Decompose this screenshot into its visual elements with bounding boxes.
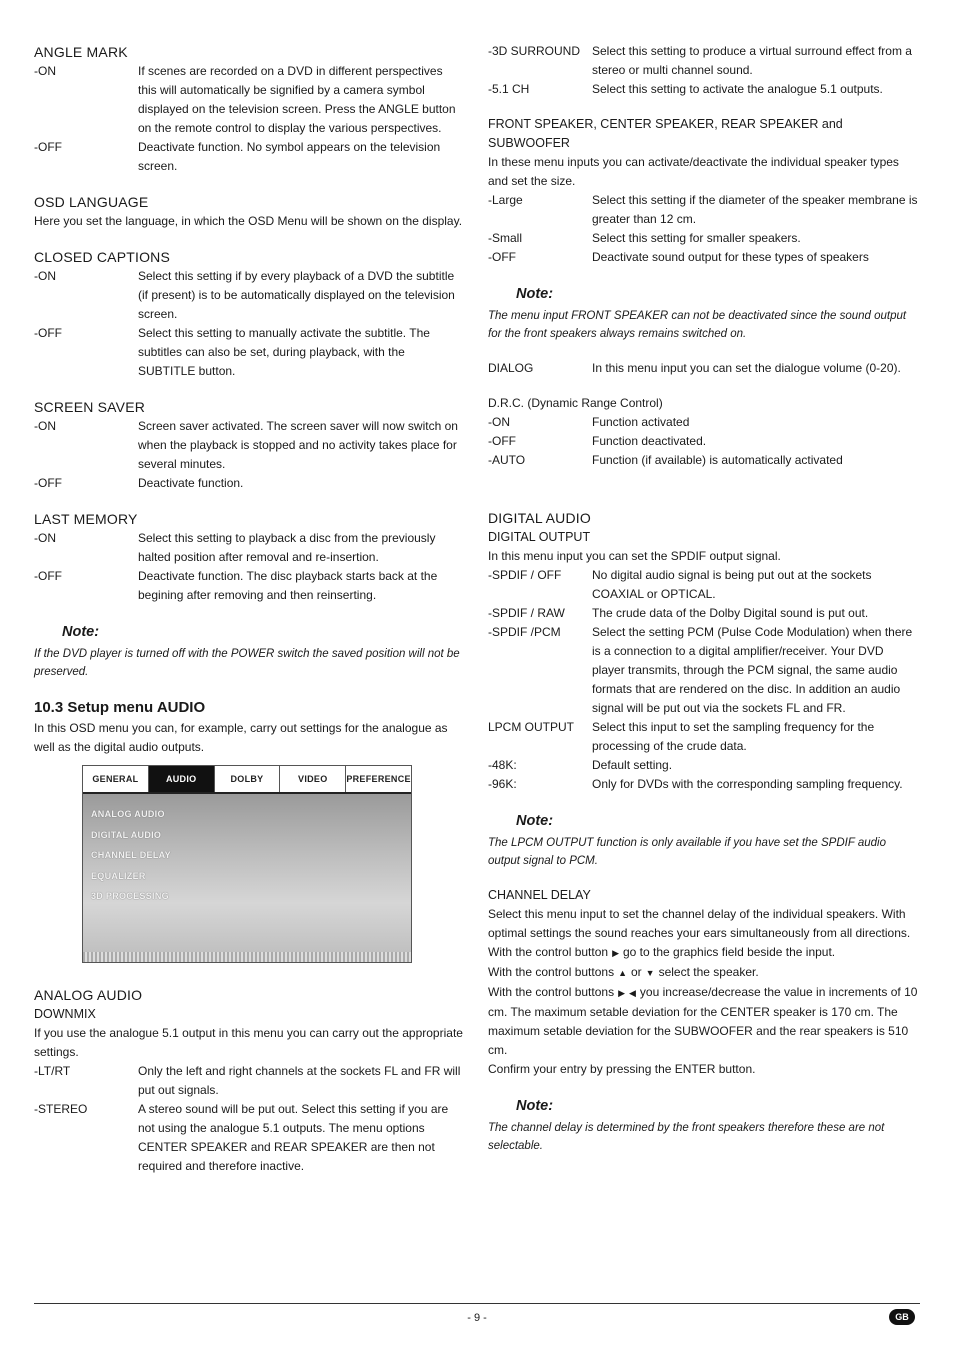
step-text: go to the graphics field beside the input. (623, 945, 836, 959)
option-desc: Function activated (592, 415, 690, 429)
option-key: -STEREO (34, 1102, 88, 1116)
speakers-text: In these menu inputs you can activate/deactivate the individual speaker types and set the size. (488, 155, 899, 188)
option-desc: Select this setting to produce a virtual surround effect from a stereo or multi channel sound. (592, 44, 912, 77)
arrow-right-icon: ▶ (612, 948, 619, 958)
option-key: -OFF (488, 434, 516, 448)
lpcm-96k (488, 775, 918, 794)
arrow-up-icon: ▲ (618, 968, 627, 978)
channel-delay-step-2 (488, 963, 918, 983)
note-heading: Note: (516, 1098, 554, 1114)
step-text: With the control buttons (488, 965, 615, 979)
osd-tab-general: GENERAL (83, 766, 149, 792)
note-heading: Note: (62, 624, 100, 640)
option-desc: Only the left and right channels at the sockets FL and FR will put out signals. (138, 1064, 461, 1097)
option-key: -OFF (34, 569, 62, 583)
channel-delay-heading: CHANNEL DELAY (488, 888, 591, 902)
option-key: -SPDIF / OFF (488, 568, 562, 582)
setup-audio-text: In this OSD menu you can, for example, carry out settings for the analogue as well as the digital audio outputs. (34, 721, 448, 754)
step-text: or (631, 965, 642, 979)
analog-audio-heading: ANALOG AUDIO (34, 987, 143, 1003)
option-key: -LT/RT (34, 1064, 71, 1078)
osd-tab-preference: PREFERENCE (346, 774, 411, 784)
option-key: DIALOG (488, 361, 534, 375)
option-desc: Function deactivated. (592, 434, 707, 448)
speaker-large (488, 191, 918, 229)
drc-off (488, 432, 918, 451)
osd-tab-bar (83, 766, 411, 794)
option-desc: Select this setting for smaller speakers. (592, 231, 801, 245)
option-key: -OFF (34, 140, 62, 154)
option-desc: Function (if available) is automatically activated (592, 453, 843, 467)
spdif-raw (488, 604, 918, 623)
option-desc: Select this input to set the sampling frequency for the processing of the crude data. (592, 720, 875, 753)
dialog-option (488, 359, 918, 378)
option-desc: If scenes are recorded on a DVD in different perspectives this will automatically be signified by a camera symbol displayed on the television screen. Press the ANGLE button on the remote control to display the various perspectives. (138, 64, 456, 135)
step-text: you increase/decrease the value in increments of 10 cm. The maximum setable deviation for the CENTER speaker is 170 cm. The maximum setable deviation for the SUBWOOFER and the rear speakers is 510 cm. (488, 985, 918, 1057)
option-key: -OFF (34, 326, 62, 340)
closed-captions-off (34, 324, 464, 381)
speaker-small (488, 229, 918, 248)
osd-item: 3D PROCESSING (91, 891, 169, 901)
note-text: If the DVD player is turned off with the POWER switch the saved position will not be preserved. (34, 648, 460, 678)
screen-saver-on (34, 417, 464, 474)
step-text: With the control button (488, 945, 609, 959)
option-desc: Deactivate function. No symbol appears on the television screen. (138, 140, 441, 173)
last-memory-heading: LAST MEMORY (34, 511, 138, 527)
option-key: -ON (34, 269, 56, 283)
option-desc: Deactivate sound output for these types of speakers (592, 250, 869, 264)
surround-3d (488, 42, 918, 80)
option-key: -OFF (34, 476, 62, 490)
option-key: -ON (488, 415, 510, 429)
osd-menu-screenshot (82, 765, 412, 963)
arrow-down-icon: ▼ (645, 968, 655, 978)
option-desc: Select this setting to manually activate the subtitle. The subtitles can also be set, during playback, with the SUBTITLE button. (138, 326, 430, 378)
option-key: -96K: (488, 777, 517, 791)
osd-item-list (83, 794, 411, 907)
option-key: -Small (488, 231, 523, 245)
option-key: -48K: (488, 758, 517, 772)
osd-tab-video: VIDEO (280, 766, 346, 792)
option-key: -OFF (488, 250, 516, 264)
osd-item: ANALOG AUDIO (91, 809, 165, 819)
surround-51 (488, 80, 918, 99)
option-key: -Large (488, 193, 523, 207)
option-desc: No digital audio signal is being put out at the sockets COAXIAL or OPTICAL. (592, 568, 872, 601)
last-memory-off (34, 567, 464, 605)
osd-language-text: Here you set the language, in which the OSD Menu will be shown on the display. (34, 214, 463, 228)
lpcm-output (488, 718, 918, 756)
step-text: select the speaker. (658, 965, 759, 979)
setup-audio-heading: 10.3 Setup menu AUDIO (34, 699, 206, 716)
drc-on (488, 413, 918, 432)
osd-tab-audio: AUDIO (149, 766, 215, 792)
digital-audio-text: In this menu input you can set the SPDIF output signal. (488, 549, 781, 563)
option-desc: Select this setting to activate the analogue 5.1 outputs. (592, 82, 883, 96)
drc-heading: D.R.C. (Dynamic Range Control) (488, 396, 663, 410)
note-text: The LPCM OUTPUT function is only available if you have set the SPDIF audio output signal to PCM. (488, 837, 887, 867)
downmix-subheading: DOWNMIX (34, 1007, 96, 1021)
digital-output-subheading: DIGITAL OUTPUT (488, 530, 591, 544)
option-desc: Select this setting if by every playback of a DVD the subtitle (if present) is to be automatically displayed on the television screen. (138, 269, 455, 321)
left-column (34, 42, 464, 1176)
note-heading: Note: (516, 813, 554, 829)
digital-audio-heading: DIGITAL AUDIO (488, 510, 591, 526)
last-memory-on (34, 529, 464, 567)
option-desc: Deactivate function. The disc playback starts back at the begining after removing and then reinserting. (138, 569, 438, 602)
right-column (488, 42, 918, 1155)
option-key: -5.1 CH (488, 82, 530, 96)
spdif-off (488, 566, 918, 604)
screen-saver-off (34, 474, 464, 493)
closed-captions-heading: CLOSED CAPTIONS (34, 249, 171, 265)
option-desc: Deactivate function. (138, 476, 244, 490)
option-desc: Select this setting to playback a disc from the previously halted position after removal and re-insertion. (138, 531, 436, 564)
note-text: The menu input FRONT SPEAKER can not be deactivated since the sound output for the front speakers always remains switched on. (488, 310, 907, 340)
option-desc: Only for DVDs with the corresponding sampling frequency. (592, 777, 903, 791)
option-key: -SPDIF / RAW (488, 606, 565, 620)
note-text: The channel delay is determined by the front speakers therefore these are not selectable. (488, 1122, 885, 1152)
arrow-left-icon: ◀ (629, 988, 636, 998)
angle-mark-off (34, 138, 464, 176)
analog-audio-text: If you use the analogue 5.1 output in this menu you can carry out the appropriate settings. (34, 1026, 463, 1059)
language-badge: GB (889, 1309, 915, 1325)
option-key: -SPDIF /PCM (488, 625, 561, 639)
osd-bottom-bar (83, 952, 411, 962)
option-key: -AUTO (488, 453, 526, 467)
osd-item: EQUALIZER (91, 870, 146, 881)
channel-delay-text: Select this menu input to set the channel delay of the individual speakers. With optimal settings the sound reaches your ears simultaneously from all directions. (488, 907, 911, 940)
option-key: -ON (34, 419, 56, 433)
channel-delay-confirm: Confirm your entry by pressing the ENTER button. (488, 1062, 756, 1076)
option-key: -ON (34, 64, 56, 78)
option-desc: Select the setting PCM (Pulse Code Modulation) when there is a connection to a digital amplifier/receiver. Your DVD player transmits, through the PCM signal, the same audio formats that are rendered on the disc. In addition an audio signal will be put out via the sockets FL and FR. (592, 625, 913, 715)
option-desc: Select this setting if the diameter of the speaker membrane is greater than 12 cm. (592, 193, 918, 226)
screen-saver-heading: SCREEN SAVER (34, 399, 146, 415)
spdif-pcm (488, 623, 918, 718)
option-desc: In this menu input you can set the dialogue volume (0-20). (592, 361, 901, 375)
speakers-heading: FRONT SPEAKER, CENTER SPEAKER, REAR SPEAKER and SUBWOOFER (488, 117, 843, 150)
speaker-off (488, 248, 918, 267)
footer-divider (34, 1303, 920, 1304)
osd-item: CHANNEL DELAY (91, 850, 171, 860)
option-key: LPCM OUTPUT (488, 720, 575, 734)
angle-mark-heading: ANGLE MARK (34, 44, 128, 60)
osd-language-heading: OSD LANGUAGE (34, 194, 149, 210)
downmix-stereo (34, 1100, 464, 1176)
step-text: With the control buttons (488, 985, 615, 999)
page-number: - 9 - (467, 1312, 487, 1324)
channel-delay-step-3 (488, 983, 918, 1060)
lpcm-48k (488, 756, 918, 775)
option-desc: A stereo sound will be put out. Select this setting if you are not using the analogue 5.1 outputs. The menu options CENTER SPEAKER and REAR SPEAKER are then not required and therefore inactive. (138, 1102, 449, 1173)
option-desc: Default setting. (592, 758, 673, 772)
osd-item: DIGITAL AUDIO (91, 829, 162, 840)
channel-delay-step-1 (488, 943, 918, 963)
option-desc: Screen saver activated. The screen saver will now switch on when the playback is stopped and no activity takes place for several minutes. (138, 419, 458, 471)
osd-tab-dolby: DOLBY (215, 766, 281, 792)
option-desc: The crude data of the Dolby Digital sound is put out. (592, 606, 869, 620)
downmix-ltrt (34, 1062, 464, 1100)
note-heading: Note: (516, 286, 554, 302)
angle-mark-on (34, 62, 464, 138)
closed-captions-on (34, 267, 464, 324)
arrow-right-icon: ▶ (618, 988, 625, 998)
drc-auto (488, 451, 918, 470)
option-key: -ON (34, 531, 56, 545)
option-key: -3D SURROUND (488, 44, 581, 58)
